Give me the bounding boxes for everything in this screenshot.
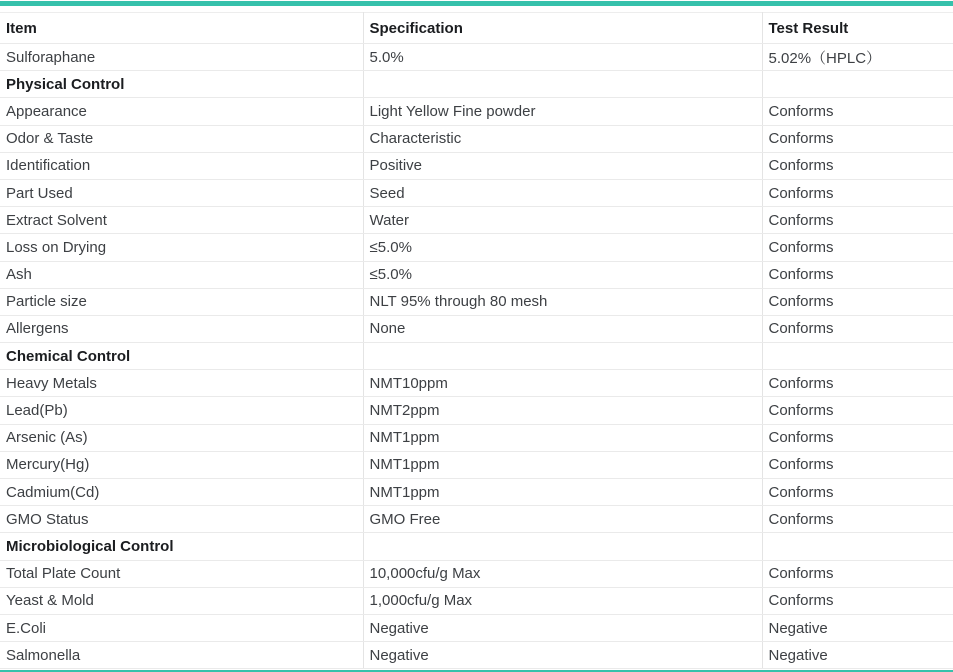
test-result-cell: Conforms [762,98,953,125]
test-result-cell: Conforms [762,261,953,288]
column-header-specification: Specification [363,13,762,44]
specification-cell: 10,000cfu/g Max [363,560,762,587]
section-header-row [0,71,953,98]
table-row [0,98,953,125]
table-row [0,451,953,478]
specification-cell [363,71,762,98]
item-cell: Chemical Control [0,343,363,370]
item-cell: Particle size [0,288,363,315]
specification-cell: NMT10ppm [363,370,762,397]
specification-table [0,12,953,669]
table-header-row [0,13,953,44]
specification-cell: NLT 95% through 80 mesh [363,288,762,315]
test-result-cell: Conforms [762,587,953,614]
table-row [0,315,953,342]
specification-cell: Positive [363,152,762,179]
table-row [0,44,953,71]
specification-cell: 1,000cfu/g Max [363,587,762,614]
table-row [0,125,953,152]
test-result-cell: Conforms [762,479,953,506]
specification-cell [363,343,762,370]
specification-cell: ≤5.0% [363,261,762,288]
item-cell: Arsenic (As) [0,424,363,451]
test-result-cell [762,71,953,98]
item-cell: Heavy Metals [0,370,363,397]
specification-cell: NMT2ppm [363,397,762,424]
item-cell: Loss on Drying [0,234,363,261]
test-result-cell: Conforms [762,397,953,424]
specification-cell: ≤5.0% [363,234,762,261]
test-result-cell [762,343,953,370]
test-result-cell: Negative [762,642,953,669]
item-cell: Allergens [0,315,363,342]
test-result-cell: Conforms [762,506,953,533]
specification-cell: 5.0% [363,44,762,71]
test-result-cell: Conforms [762,207,953,234]
table-row [0,424,953,451]
specification-cell: NMT1ppm [363,479,762,506]
item-cell: Appearance [0,98,363,125]
section-header-row [0,533,953,560]
item-cell: Identification [0,152,363,179]
specification-cell: Characteristic [363,125,762,152]
test-result-cell: Conforms [762,315,953,342]
table-row [0,642,953,669]
table-row [0,397,953,424]
test-result-cell: Conforms [762,370,953,397]
table-row [0,614,953,641]
test-result-cell: Conforms [762,234,953,261]
top-accent-bar [0,1,953,6]
column-header-item: Item [0,13,363,44]
test-result-cell: Conforms [762,125,953,152]
specification-cell: Light Yellow Fine powder [363,98,762,125]
specification-cell: NMT1ppm [363,451,762,478]
specification-cell: Seed [363,179,762,206]
table-row [0,288,953,315]
test-result-cell: Conforms [762,451,953,478]
specification-cell: Negative [363,614,762,641]
item-cell: Odor & Taste [0,125,363,152]
item-cell: Mercury(Hg) [0,451,363,478]
table-row [0,207,953,234]
item-cell: Extract Solvent [0,207,363,234]
specification-cell: Water [363,207,762,234]
item-cell: Microbiological Control [0,533,363,560]
item-cell: Cadmium(Cd) [0,479,363,506]
specification-cell: GMO Free [363,506,762,533]
item-cell: E.Coli [0,614,363,641]
table-row [0,479,953,506]
item-cell: Total Plate Count [0,560,363,587]
test-result-cell [762,533,953,560]
item-cell: Sulforaphane [0,44,363,71]
test-result-cell: Conforms [762,560,953,587]
table-row [0,152,953,179]
test-result-cell: Conforms [762,424,953,451]
table-row [0,560,953,587]
specification-cell: Negative [363,642,762,669]
table-body [0,44,953,669]
item-cell: Yeast & Mold [0,587,363,614]
table-row [0,587,953,614]
column-header-test-result: Test Result [762,13,953,44]
test-result-cell: Conforms [762,152,953,179]
table-row [0,234,953,261]
test-result-cell: Conforms [762,179,953,206]
test-result-cell: Negative [762,614,953,641]
specification-cell: None [363,315,762,342]
item-cell: GMO Status [0,506,363,533]
test-result-cell: Conforms [762,288,953,315]
section-header-row [0,343,953,370]
specification-cell: NMT1ppm [363,424,762,451]
item-cell: Part Used [0,179,363,206]
item-cell: Salmonella [0,642,363,669]
table-row [0,370,953,397]
item-cell: Lead(Pb) [0,397,363,424]
table-row [0,506,953,533]
specification-cell [363,533,762,560]
table-row [0,261,953,288]
item-cell: Ash [0,261,363,288]
item-cell: Physical Control [0,71,363,98]
table-row [0,179,953,206]
test-result-cell: 5.02%（HPLC） [762,44,953,71]
